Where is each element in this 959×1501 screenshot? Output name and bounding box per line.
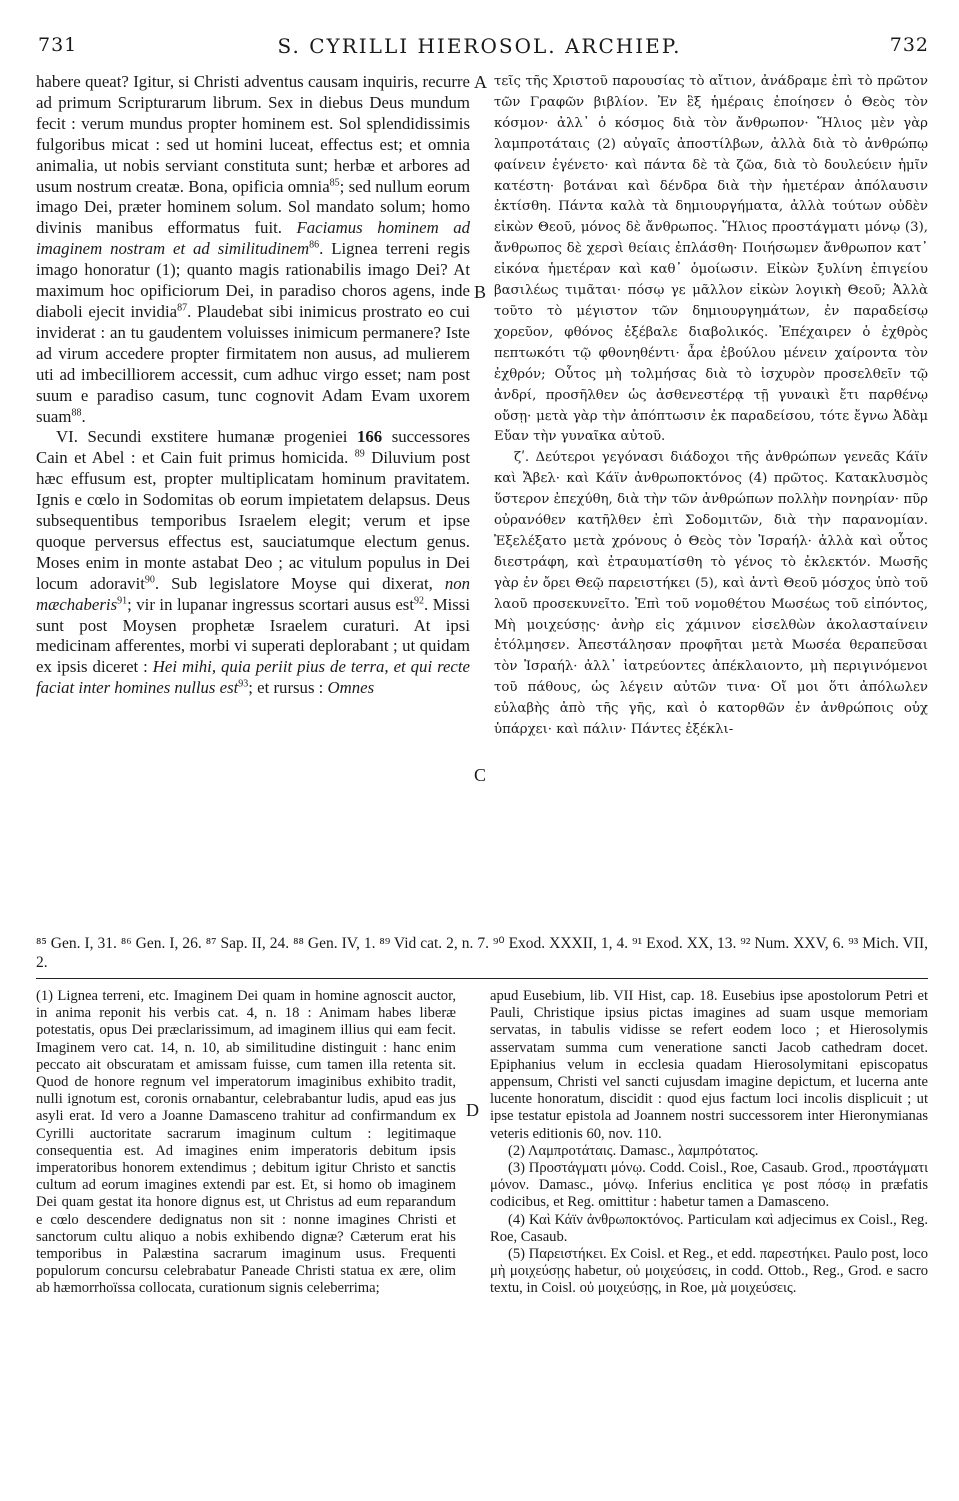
footnote-2: (2) Λαμπροτάταις. Damasc., λαμπρότατος. — [508, 1142, 759, 1159]
footnote-divider — [36, 978, 928, 979]
greek-column — [494, 72, 928, 741]
latin-text: ; sed nullum eorum imago Dei, præter hominem solum. Sol mandato solum; homo divinis manibus efformatus fuit. — [36, 176, 470, 238]
margin-letter-d: D — [466, 1100, 479, 1120]
ref-marker: 92 — [414, 595, 424, 607]
latin-text: Diluvium post hæc effusum est, propter multiplicatam hominum pravitatem. Ignis e cœlo in Sodomitas ob eorum impietatem delapsus. Deus subsequentibus temporibus Israelem elegit; verum et ipse quoque perversus effectus est, sauciatumque electum genus. Moses enim in monte astabat Deo ; ac vitulum populus in Dei locum adoravit — [36, 448, 470, 593]
latin-text: ; vir in lupanar ingressus scortari ausus est — [127, 594, 414, 614]
latin-text: . Missi sunt post Moysen prophetæ Israelem curaturi. At ipsi medicinam afferentes, morbi vi superati deplorabant ; ut quidam ex ipsis diceret : — [36, 594, 470, 677]
greek-paragraph-1: τεῖς τῆς Χριστοῦ παρουσίας τὸ αἴτιον, ἀνάδραμε ἐπὶ τὸ πρῶτον τῶν Γραφῶν βιβλίον. Ἐν ἓξ ἡμέραις ἐποίησεν ὁ Θεὸς τὸν κόσμον· ἀλλ᾽ ὁ κόσμος διὰ τὸν ἄνθρωπον· Ἥλιος μὲν γὰρ λαμπροτάταις (2) αὐγαῖς ἀποστίλβων, ἀλλὰ διὰ τὸ ἀνθρώπῳ φαίνειν ἐγένετο· καὶ πάντα δὲ τὰ ζῶα, διὰ τὸ δουλεύειν ἡμῖν κατέστη· βοτάναι καὶ δένδρα διὰ τὴν ἡμετέραν ἀπόλαυσιν ἐκτίσθη. Πάντα καλὰ τὰ δημιουργήματα, ἀλλὰ τούτων οὐδὲν εἰκὼν Θεοῦ, μόνος δὲ ἄνθρωπος. Ἥλιος προστάγματι μόνῳ (3), ἄνθρωπος δὲ χερσὶ θείαις ἐπλάσθη· Ποιήσωμεν ἄνθρωπον κατ᾽ εἰκόνα ἡμετέραν καὶ καθ᾽ ὁμοίωσιν. Εἰκὼν ξυλίνη ἐπιγείου βασιλέως τιμᾶται· πόσῳ γε μᾶλλον εἰκὼν λογικὴ Θεοῦ; Ἀλλὰ τοῦτο τὸ μέγιστον τῶν δημιουργημάτων, ἐν παραδείσῳ χορεῦον, φθόνος ἐξέβαλε διαβολικός. Ἐπέχαιρεν ὁ ἐχθρὸς πεπτωκότι τῷ φθονηθέντι· ἆρα ἐβούλου μένειν χαίροντα τὸν ἐχθρόν; Οὗτος μὴ τολμήσας διὰ τὸ ἰσχυρὸν προσελθεῖν τῷ ἀνδρί, προσῆλθεν ὡς ἀσθενεστέρᾳ τῇ γυναικὶ ἔτι παρθένῳ οὔσῃ· μετὰ γὰρ τὴν ἀπόπτωσιν ἐκ παραδείσου, τότε ἔγνω Ἀδὰμ Εὔαν τὴν γυναῖκα αὐτοῦ. — [494, 74, 928, 445]
page-number-left: 731 — [38, 34, 78, 56]
latin-quote: non mæchaberis — [36, 573, 470, 614]
running-title: S. CYRILLI HIEROSOL. ARCHIEP. — [277, 34, 682, 58]
latin-quote: Omnes — [327, 678, 375, 698]
footnote-continuation: apud Eusebium, lib. VII Hist, cap. 18. Eusebius ipse apostolorum Petri et Pauli, Christique ipsius pictas imagines ad suam usque memoriam servatas, in tabulis vidisse se refert eodem loco ; et Hierosolymis asservatam summa cum veneratione sancti Jacob cathedram docet. Epiphanius velum in ecclesia quadam Hierosolymitani episcopatus appensum, Christi vel sancti cujusdam imagine depictum, et lucerna ante lucente honoratum, discidit : quod ejus factum loci incolis displicuit ; ut ipse testatur epistola ad Joannem nostri successorem inter Hieronymianas veteris editionis 60, nov. 110. — [490, 988, 928, 1142]
footnotes-left-column: (1) Lignea terreni, etc. Imaginem Dei quam in homine agnoscit auctor, in anima reponit his verbis cat. 4, n. 18 : Animam habes liberæ potestatis, opus Dei præclarissimum, ad imaginem illius qui eam fecit. Imaginem vero cat. 14, n. 10, ab similitudine distinguit : hanc enim peccato ait obscuratam et amissam fuisse, cum tamen illa retenta sit. Quod de honore regnum vel imperatorum imaginibus exhibito tradit, nulli ignotum est, coronis ornabantur, celebrabantur ludis, apud eas jus asyli erat. Id vero a Joanne Damasceno trahitur ad confirmandum ex Cyrilli auctoritate sacrarum imaginum cultum : legitimaque consequentia est. Ad imagines enim imperatoris debitum ipsis imperatoribus honorem extendimus ; debitum igitur Christo et sanctis cultum ad eorum imagines extendi par est. Et, si homo ob imaginem Dei quam gestat ita honore dignus est, ut Christus ad eum reparandum e cœlo descendere dedignatus non sit : nonne imagines Christi et sanctorum cultu aliquo a nobis exhibendo dignæ? Cæterum erat his temporibus in Palæstina sacrarum imaginum usus. Frequenti populorum concursu celebrabatur Paneade Christi statua ex ære, olim ab hæmorrhoïssa collocata, curationum signis celeberrima; — [36, 988, 456, 1297]
latin-paragraph-2 — [36, 427, 470, 699]
latin-text: VI. Secundi exstitere humanæ progeniei — [56, 427, 348, 447]
footnote-5: (5) Παρειστήκει. Ex Coisl. et Reg., et edd. παρεστήκει. Paulo post, loco μὴ μοιχεύσῃς habetur, οὐ μοιχεύσεις, in codd. Ottob., Reg., Grod. e sacro textu, in Coisl. οὐ μοιχεύσῃς, in Roe, μὰ μοιχεύσεις. — [490, 1246, 928, 1297]
margin-letter-b: B — [474, 282, 487, 302]
footnotes-right-column — [490, 988, 928, 1298]
column-number: 166 — [356, 427, 383, 447]
page-number-right: 732 — [889, 34, 929, 56]
ref-marker: 86 — [309, 239, 320, 251]
ref-marker: 90 — [144, 574, 155, 586]
ref-marker: 85 — [329, 176, 340, 188]
ref-marker: 93 — [238, 678, 249, 690]
latin-text: successores Cain et Abel : et Cain fuit primus homicida. — [36, 427, 470, 468]
latin-quote: Faciamus hominem ad imaginem nostram et ad similitudinem — [36, 218, 470, 259]
ref-marker: 88 — [71, 406, 82, 418]
scripture-references: ⁸⁵ Gen. I, 31. ⁸⁶ Gen. I, 26. ⁸⁷ Sap. II, 24. ⁸⁸ Gen. IV, 1. ⁸⁹ Vid cat. 2, n. 7. ⁹⁰ Exod. XXXII, 1, 4. ⁹¹ Exod. XX, 13. ⁹² Num. XXV, 6. ⁹³ Mich. VII, 2. — [36, 935, 928, 971]
latin-quote: Hei mihi, quia periit pius de terra, et qui recte faciat inter homines nullus est — [36, 657, 470, 698]
greek-paragraph-2: ζʹ. Δεύτεροι γεγόνασι διάδοχοι τῆς ἀνθρώπων γενεᾶς Κάϊν καὶ Ἄβελ· καὶ Κάϊν ἀνθρωποκτόνος (4) πρῶτος. Κατακλυσμὸς ὕστερον ἐπεχύθη, διὰ τὴν τῶν ἀνθρώπων πολλὴν πονηρίαν· πῦρ οὐρανόθεν κατῆλθεν ἐπὶ Σοδομιτῶν, διὰ τὴν παρανομίαν. Ἐξελέξατο μετὰ χρόνους ὁ Θεὸς τὸν Ἰσραήλ· ἀλλὰ καὶ οὗτος διεστράφη, καὶ ἐτραυματίσθη τὸ γένος τὸ ἐκλεκτόν. Μωσῆς γὰρ ἐν ὄρει Θεῷ παρειστήκει (5), καὶ ἀντὶ Θεοῦ μόσχος ὑπὸ τοῦ λαοῦ προσεκυνεῖτο. Ἐπὶ τοῦ νομοθέτου Μωσέως τοῦ εἰπόντος, Μὴ μοιχεύσῃς· ἀνὴρ εἰς χάμινον εἰσελθὼν ἀκολασταίνειν ἐτόλμησεν. Ἀπεστάλησαν προφῆται μετὰ Μωσέα θεραπεῦσαι τὸν Ἰσραήλ· ἀλλ᾽ ἰατρεύοντες ἀπέκλαιοντο, μὴ περιγινόμενοι τοῦ πάθους, ὡς λέγειν αὐτῶν τινα· Οἴ μοι ὅτι ἀπόλωλεν εὐλαβὴς ἀπὸ τῆς γῆς, καὶ ὁ κατορθῶν ἐν ἀνθρώποις οὐχ ὑπάρχει· καὶ πάλιν· Πάντες ἐξέκλι- — [494, 450, 928, 738]
margin-letter-a: A — [474, 72, 487, 92]
ref-marker: 87 — [177, 302, 188, 314]
latin-paragraph-1: habere queat? Igitur, si Christi adventus causam inquiris, recurre ad primum Scripturarum librum. Sex in diebus Deus mundum fecit : verum mundus propter hominem est. Sol splendidissimis fulgoribus micat : sed ut homini luceat, effectus est; et omnia animalia, ut nobis serviant constituta sunt; herbæ et arbores ad usum nostrum creatæ. Bona, opificia omnia$^{85}$; sed nullum eorum imago Dei, præter hominem solum. Sol mandato solum; homo divinis manibus efformatus fuit. Faciamus hominem ad imaginem nostram et ad similitudinem$^{86}$. Lignea terreni regis imago honoratur (1); quanto magis rationabilis imago Dei? At maximum hoc opificiorum Dei, in paradiso choros agens, inde diaboli ejecit invidia$^{87}$. Plaudebat sibi inimicus prostrato eo cui inviderat : an tu gaudentem voluisses inimicum permanere? Iste ad virum accedere propter firmitatem non ausus, ad mulierem uti ad imbecilliorem accessit, cum adhuc virgo esset; nam post suum e paradiso casum, tunc cognovit Adam Evam uxorem suam$^{88}$. — [36, 72, 470, 426]
latin-text: . Sub legislatore Moyse qui dixerat, — [154, 573, 433, 593]
latin-text: . Plaudebat sibi inimicus prostrato eo cui inviderat : an tu gaudentem voluisses inimicum permanere? Iste ad virum accedere propter firmitatem non ausus, ad mulierem uti ad imbecilliorem accessit, cum adhuc virgo esset; nam post suum e paradiso casum, tunc cognovit Adam Evam uxorem suam — [36, 301, 470, 426]
ref-marker: 91 — [117, 595, 128, 607]
footnote-3: (3) Προστάγματι μόνῳ. Codd. Coisl., Roe, Casaub. Grod., προστάγματι μόνον. Damasc., μόνῳ. Inferius enclitica γε post πόσῳ in præfatis codicibus, et Reg. omittitur : habetur tamen a Damasceno. — [490, 1160, 928, 1211]
latin-text: habere queat? Igitur, si Christi adventus causam inquiris, recurre ad primum Scripturarum librum. Sex in diebus Deus mundum fecit : verum mundus propter hominem est. Sol splendidissimis fulgoribus micat : sed ut homini luceat, effectus est; et omnia animalia, ut nobis serviant constituta sunt; herbæ et arbores ad usum nostrum creatæ. Bona, opificia omnia — [36, 72, 470, 196]
latin-column — [36, 72, 470, 699]
latin-text: . Lignea terreni regis imago honoratur (1); quanto magis rationabilis imago Dei? At maximum hoc opificiorum Dei, in paradiso choros agens, inde diaboli ejecit invidia — [36, 239, 470, 321]
margin-letter-c: C — [474, 765, 487, 785]
footnote-4: (4) Καὶ Κάϊν ἀνθρωποκτόνος. Particulam καὶ adjecimus ex Coisl., Reg. Roe, Casaub. — [490, 1211, 928, 1245]
latin-text: ; et rursus : — [248, 678, 324, 698]
ref-marker: 89 — [354, 448, 365, 460]
